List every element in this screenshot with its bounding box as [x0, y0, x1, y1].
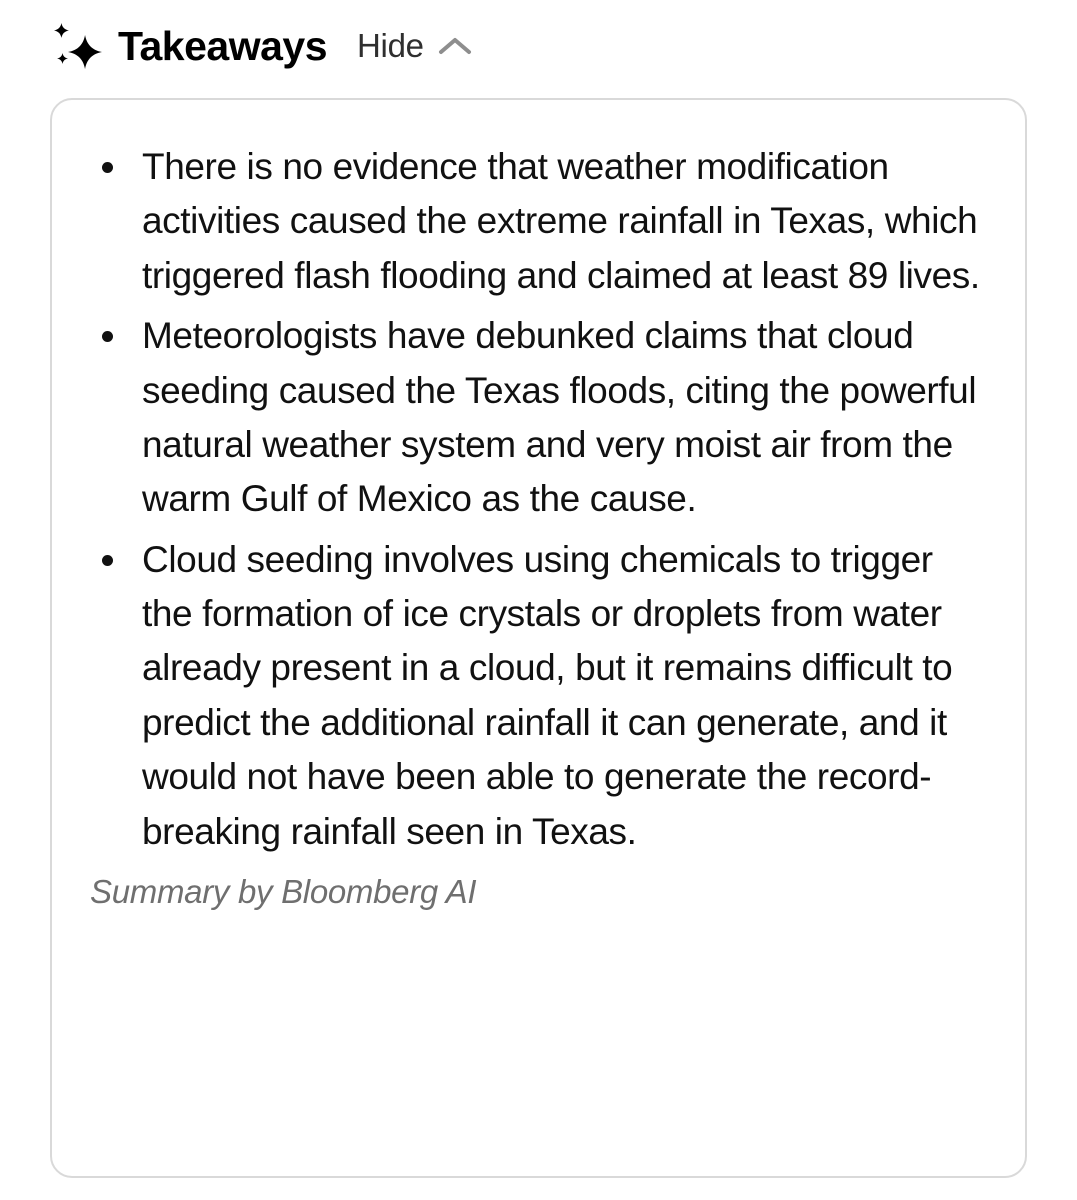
takeaway-item: Cloud seeding involves using chemicals to trigger the formation of ice crystals or droplets from water already present in a cloud, but it remains difficult to predict the additional rainfall it can generate, and it would not have been able to generate the record-breaking rainfall seen in Texas. — [90, 533, 985, 859]
hide-button-label: Hide — [357, 27, 424, 64]
takeaway-item: There is no evidence that weather modification activities caused the extreme rainfall in Texas, which triggered flash flooding and claimed at least 89 lives. — [90, 140, 985, 303]
takeaway-item: Meteorologists have debunked claims that cloud seeding caused the Texas floods, citing the powerful natural weather system and very moist air from the warm Gulf of Mexico as the cause. — [90, 309, 985, 527]
takeaways-list — [90, 140, 985, 859]
takeaways-header — [0, 0, 1077, 72]
summary-attribution: Summary by Bloomberg AI — [90, 872, 477, 910]
hide-button[interactable] — [357, 27, 472, 65]
takeaways-card — [50, 98, 1027, 1178]
page-title: Takeaways — [118, 22, 328, 69]
chevron-up-icon — [438, 35, 472, 57]
ai-sparkle-icon — [54, 22, 102, 70]
